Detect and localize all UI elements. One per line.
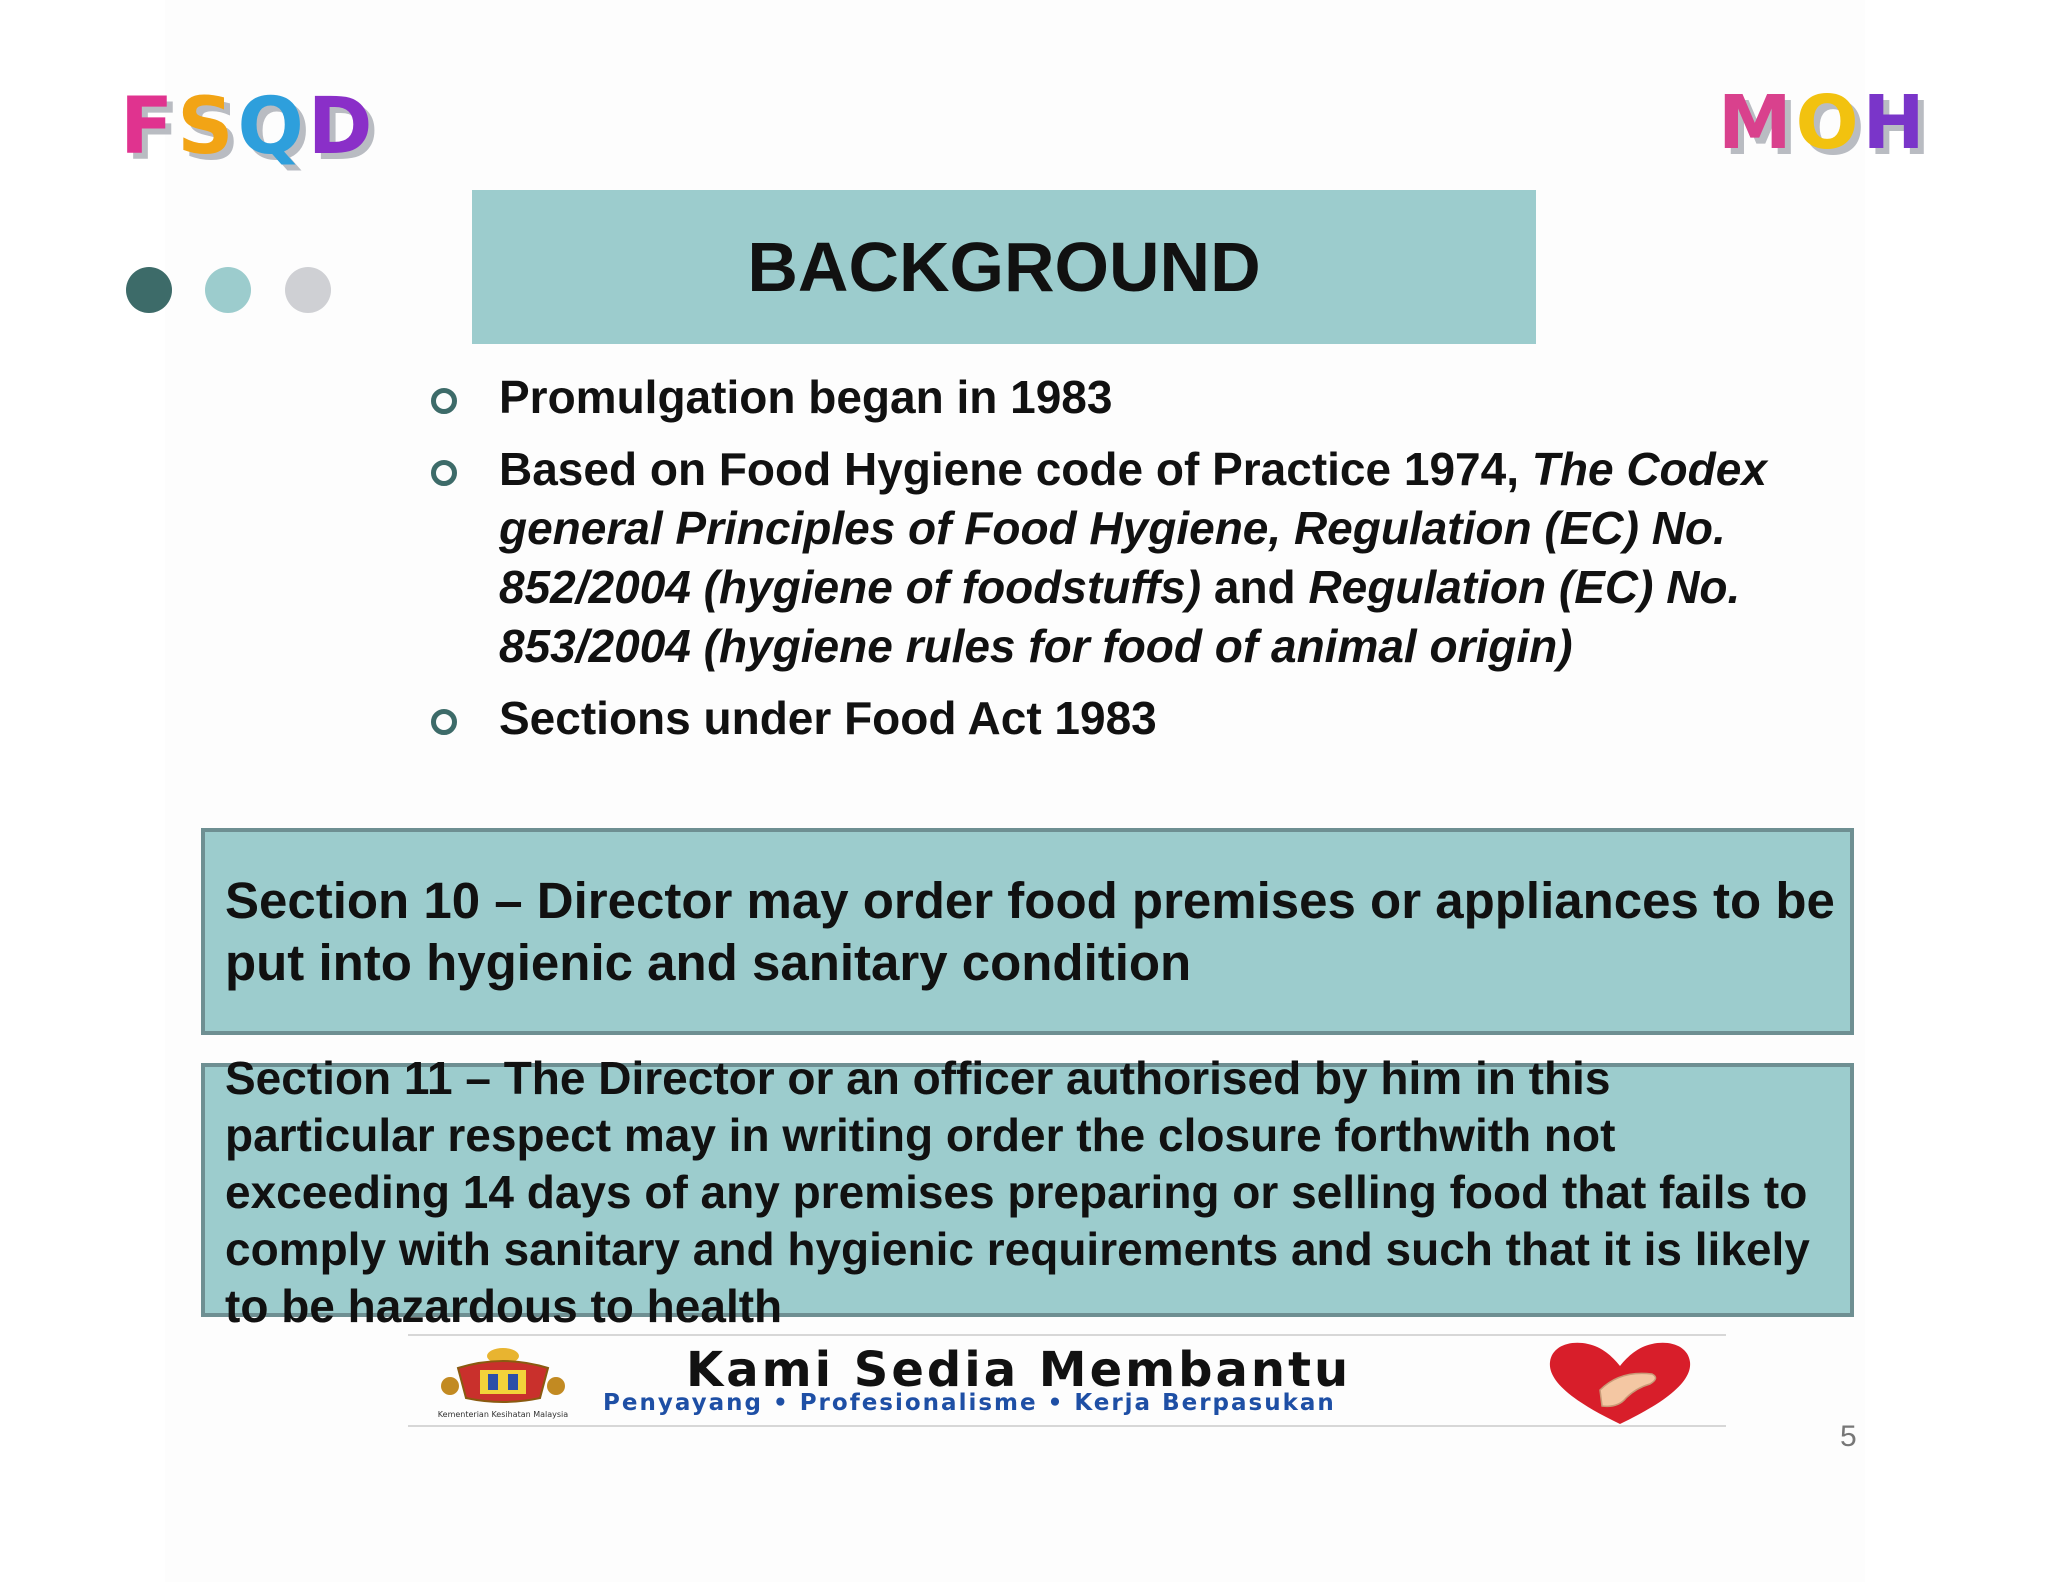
footer-values: Penyayang • Profesionalisme • Kerja Berpasukan (603, 1390, 1336, 1416)
footer-slogan: Kami Sedia Membantu (686, 1342, 1352, 1398)
footer-divider-bottom (408, 1425, 1726, 1427)
title-banner (472, 190, 1536, 344)
crest-caption: Kementerian Kesihatan Malaysia (437, 1410, 569, 1419)
ring-bullet-icon (431, 709, 457, 735)
bullet-item: Promulgation began in 1983 (420, 368, 1840, 427)
malaysia-crest-icon (428, 1346, 578, 1422)
decor-dot-dark (126, 267, 172, 313)
decor-dot-grey (285, 267, 331, 313)
ring-bullet-icon (431, 460, 457, 486)
decor-dot-light (205, 267, 251, 313)
ring-bullet-icon (431, 388, 457, 414)
page-number: 5 (1840, 1420, 1857, 1453)
section-10-text: Section 10 – Director may order food premises or appliances to be put into hygienic and sanitary condition (225, 872, 1835, 991)
moh-logo: MOH (1718, 80, 1929, 166)
bullet-list (420, 368, 1840, 761)
section-11-text: Section 11 – The Director or an officer authorised by him in this particular respect may in writing order the closure forthwith not exceeding 14 days of any premises preparing or selling food that fails to comply with sanitary and hygienic requirements and such that it is likely to be hazardous to health (225, 1052, 1810, 1332)
heart-hand-icon (1540, 1340, 1700, 1426)
fsqd-logo: FSQD (120, 82, 377, 172)
bullet-item: Sections under Food Act 1983 (420, 689, 1840, 748)
footer-divider-top (408, 1334, 1726, 1336)
slide-title: BACKGROUND (747, 228, 1261, 306)
bullet-item: Based on Food Hygiene code of Practice 1974, The Codex general Principles of Food Hygiene, Regulation (EC) No. 852/2004 (hygiene of foodstuffs) and Regulation (EC) No. 853/2004 (hygiene rules for food of animal origin) (420, 440, 1840, 676)
